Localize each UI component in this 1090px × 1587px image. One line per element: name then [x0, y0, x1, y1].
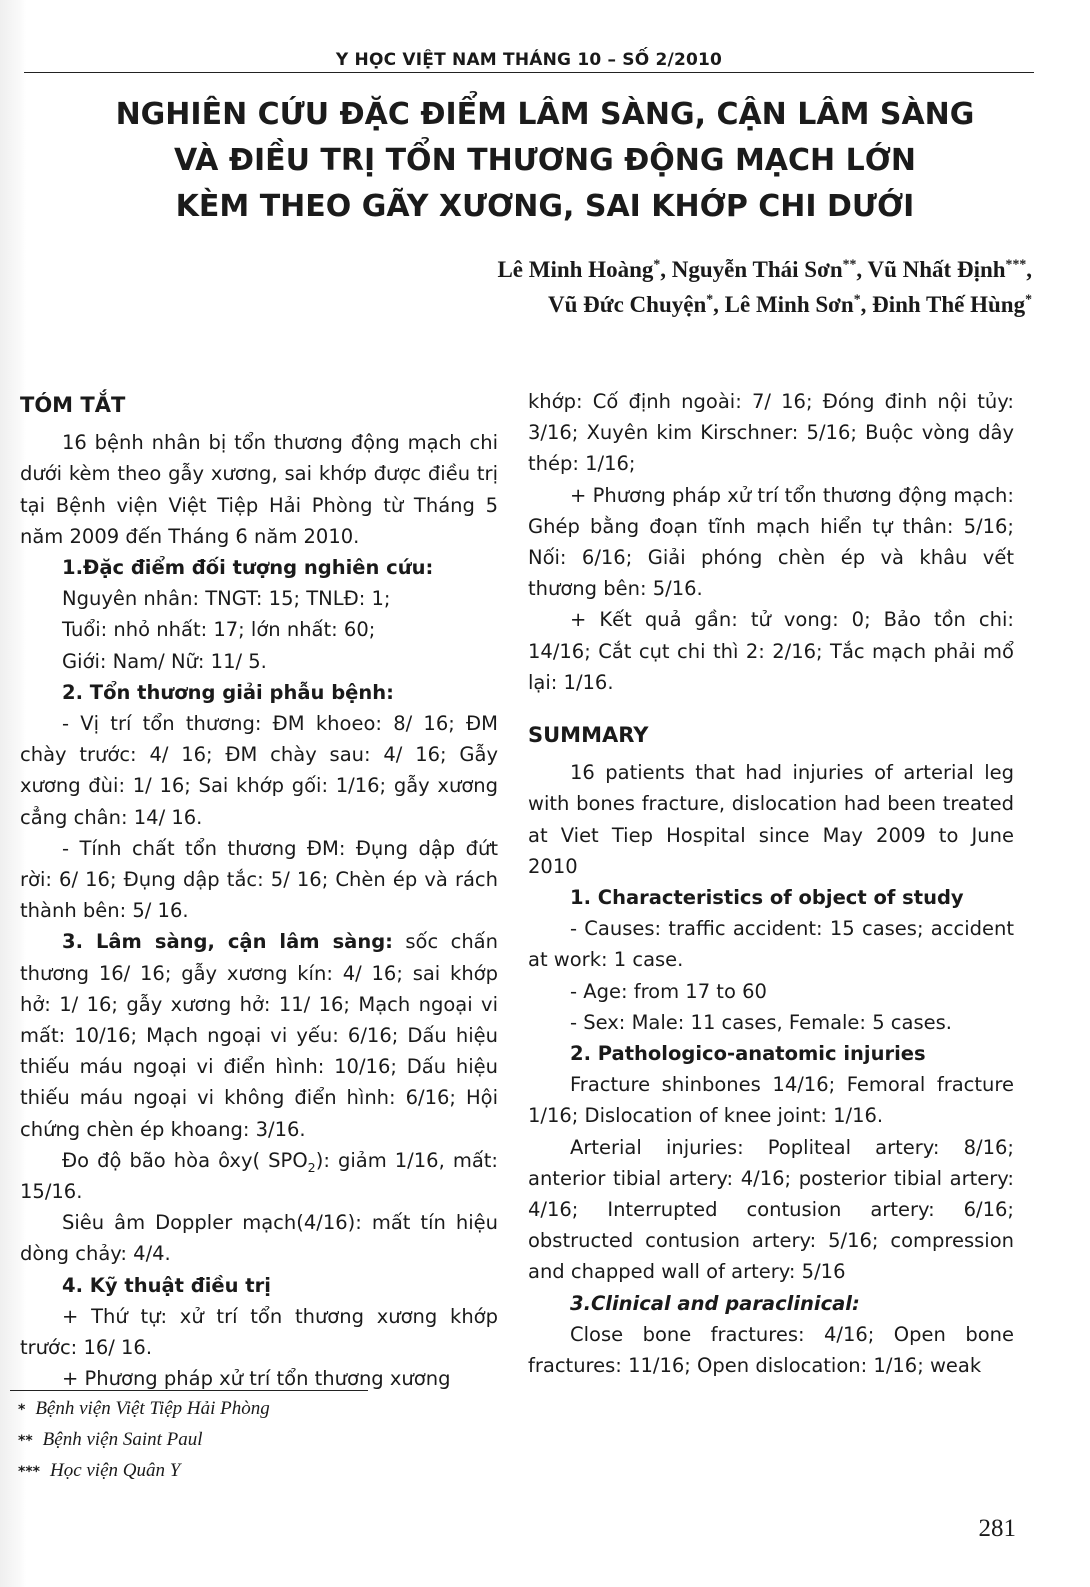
body-line: - Sex: Male: 11 cases, Female: 5 cases.: [570, 1010, 952, 1034]
author-name: Vũ Nhất Định: [867, 257, 1006, 282]
author-name: Lê Minh Sơn: [724, 292, 854, 317]
body-paragraph: [20, 926, 498, 1144]
author-name: Vũ Đức Chuyện: [548, 292, 707, 317]
body-paragraph: Siêu âm Doppler mạch(4/16): mất tín hiệu dòng chảy: 4/4.: [20, 1211, 498, 1266]
author-separator: ,: [660, 257, 672, 282]
section-title: 1.Đặc điểm đối tượng nghiên cứu:: [62, 556, 434, 580]
journal-header: Y HỌC VIỆT NAM THÁNG 10 – SỐ 2/2010: [24, 50, 1034, 73]
affiliation-mark: *: [706, 291, 714, 307]
author-separator: ,: [860, 292, 873, 317]
summary-intro: 16 patients that had injuries of arterial leg with bones fracture, dislocation had been treated at Viet Tiep Hospital since May 2009 to June 2010: [528, 761, 1014, 878]
section-title: 2. Tổn thương giải phẫu bệnh:: [62, 680, 394, 704]
section-title: 4. Kỹ thuật điều trị: [62, 1273, 271, 1297]
body-line: - Causes: traffic accident: 15 cases; accident at work: 1 case.: [528, 917, 1014, 972]
title-line: NGHIÊN CỨU ĐẶC ĐIỂM LÂM SÀNG, CẬN LÂM SÀNG: [115, 97, 975, 132]
body-paragraph: Arterial injuries: Popliteal artery: 8/16; anterior tibial artery: 4/16; posterior tibial artery: 4/16; Interrupted contusion artery: 6/16; obstructed contusion artery: 5/16; compression and chapped wall of artery: 5/16: [528, 1135, 1014, 1284]
author-name: Đinh Thế Hùng: [872, 292, 1026, 317]
author-name: Nguyễn Thái Sơn: [671, 257, 843, 282]
footnotes: [18, 1394, 518, 1487]
footnote-text: Bệnh viện Việt Tiệp Hải Phòng: [35, 1398, 270, 1419]
body-paragraph: Fracture shinbones 14/16; Femoral fracture 1/16; Dislocation of knee joint: 1/16.: [528, 1073, 1014, 1128]
affiliation-mark: **: [842, 256, 857, 272]
section-title: 3.Clinical and paraclinical:: [570, 1291, 860, 1315]
author-separator: ,: [856, 257, 868, 282]
footnote-text: Bệnh viện Saint Paul: [42, 1429, 203, 1450]
footnote: [18, 1456, 518, 1487]
section-title: 1. Characteristics of object of study: [570, 886, 964, 910]
body-paragraph: [20, 1145, 498, 1207]
spo2-text: ): giảm 1/16, mất: 15/16.: [20, 1148, 498, 1204]
footnote: [18, 1394, 518, 1425]
footnote-mark: **: [18, 1433, 33, 1449]
left-column: [20, 390, 498, 1395]
author-line-1: [332, 252, 1032, 287]
body-line: Tuổi: nhỏ nhất: 17; lớn nhất: 60;: [62, 618, 376, 642]
summary-heading: SUMMARY: [528, 723, 649, 748]
article-title: [100, 92, 990, 230]
spo2-subscript: 2: [307, 1159, 316, 1175]
section-spacer: [528, 698, 1014, 720]
body-paragraph: + Kết quả gần: tử vong: 0; Bảo tồn chi: 14/16; Cắt cụt chi thì 2: 2/16; Tắc mạch phải mổ lại: 1/16.: [528, 608, 1014, 694]
body-line: Nguyên nhân: TNGT: 15; TNLĐ: 1;: [62, 587, 391, 611]
affiliation-mark: ***: [1005, 256, 1027, 272]
affiliation-mark: *: [653, 256, 661, 272]
author-list: [332, 252, 1032, 322]
title-line: KÈM THEO GÃY XƯƠNG, SAI KHỚP CHI DƯỚI: [175, 189, 915, 224]
affiliation-mark: *: [853, 291, 861, 307]
footnote-text: Học viện Quân Y: [49, 1460, 181, 1481]
page-number: 281: [978, 1515, 1016, 1542]
body-line: Giới: Nam/ Nữ: 11/ 5.: [62, 649, 267, 673]
spo2-text: Đo độ bão hòa ôxy( SPO: [62, 1148, 308, 1172]
right-column: [528, 386, 1014, 1381]
body-line: - Age: from 17 to 60: [570, 979, 767, 1003]
footnote-rule: [10, 1390, 368, 1391]
body-paragraph: - Vị trí tổn thương: ĐM khoeo: 8/ 16; ĐM chày trước: 4/ 16; ĐM chày sau: 4/ 16; Gẫy xương đùi: 1/ 16; Sai khớp gối: 1/16; gẫy xương cẳng chân: 14/ 16.: [20, 712, 498, 829]
author-line-2: [332, 287, 1032, 322]
body-paragraph: + Thứ tự: xử trí tổn thương xương khớp trước: 16/ 16.: [20, 1304, 498, 1360]
author-name: Lê Minh Hoàng: [497, 257, 654, 282]
abstract-heading: TÓM TẮT: [20, 393, 126, 417]
abstract-intro: 16 bệnh nhân bị tổn thương động mạch chi dưới kèm theo gẫy xương, sai khớp được điều trị tại Bệnh viện Việt Tiệp Hải Phòng từ Tháng 5 năm 2009 đến Tháng 6 năm 2010.: [20, 431, 498, 548]
footnote-mark: *: [18, 1402, 26, 1418]
body-paragraph: Close bone fractures: 4/16; Open bone fractures: 11/16; Open dislocation: 1/16; weak: [528, 1322, 1014, 1378]
author-separator: ,: [1026, 257, 1032, 282]
section-title: 2. Pathologico-anatomic injuries: [570, 1042, 926, 1066]
body-paragraph: + Phương pháp xử trí tổn thương xương: [62, 1367, 451, 1391]
author-separator: ,: [713, 292, 725, 317]
footnote-mark: ***: [18, 1464, 40, 1480]
body-paragraph: + Phương pháp xử trí tổn thương động mạch: Ghép bằng đoạn tĩnh mạch hiển tự thân: 5/16; Nối: 6/16; Giải phóng chèn ép và khâu vết thương bên: 5/16.: [528, 483, 1014, 601]
section-text: sốc chấn thương 16/ 16; gẫy xương kín: 4/ 16; sai khớp hở: 1/ 16; gẫy xương hở: 11/ 16; Mạch ngoại vi mất: 10/16; Mạch ngoại vi yếu: 6/16; Dấu hiệu thiếu máu ngoại vi điển hình: 10/16; Dấu hiệu thiếu máu ngoại vi không điển hình: 6/16; Hội chứng chèn ép khoang: 3/16.: [20, 930, 498, 1141]
title-line: VÀ ĐIỀU TRỊ TỔN THƯƠNG ĐỘNG MẠCH LỚN: [173, 143, 917, 178]
body-paragraph: - Tính chất tổn thương ĐM: Đụng dập đứt rời: 6/ 16; Đụng dập tắc: 5/ 16; Chèn ép và rách thành bên: 5/ 16.: [20, 836, 498, 923]
footnote: [18, 1425, 518, 1456]
affiliation-mark: *: [1025, 291, 1032, 307]
body-paragraph: khớp: Cố định ngoài: 7/ 16; Đóng đinh nội tủy: 3/16; Xuyên kim Kirschner: 5/16; Buộc vòng dây thép: 1/16;: [528, 390, 1014, 476]
section-title: 3. Lâm sàng, cận lâm sàng:: [62, 930, 393, 954]
